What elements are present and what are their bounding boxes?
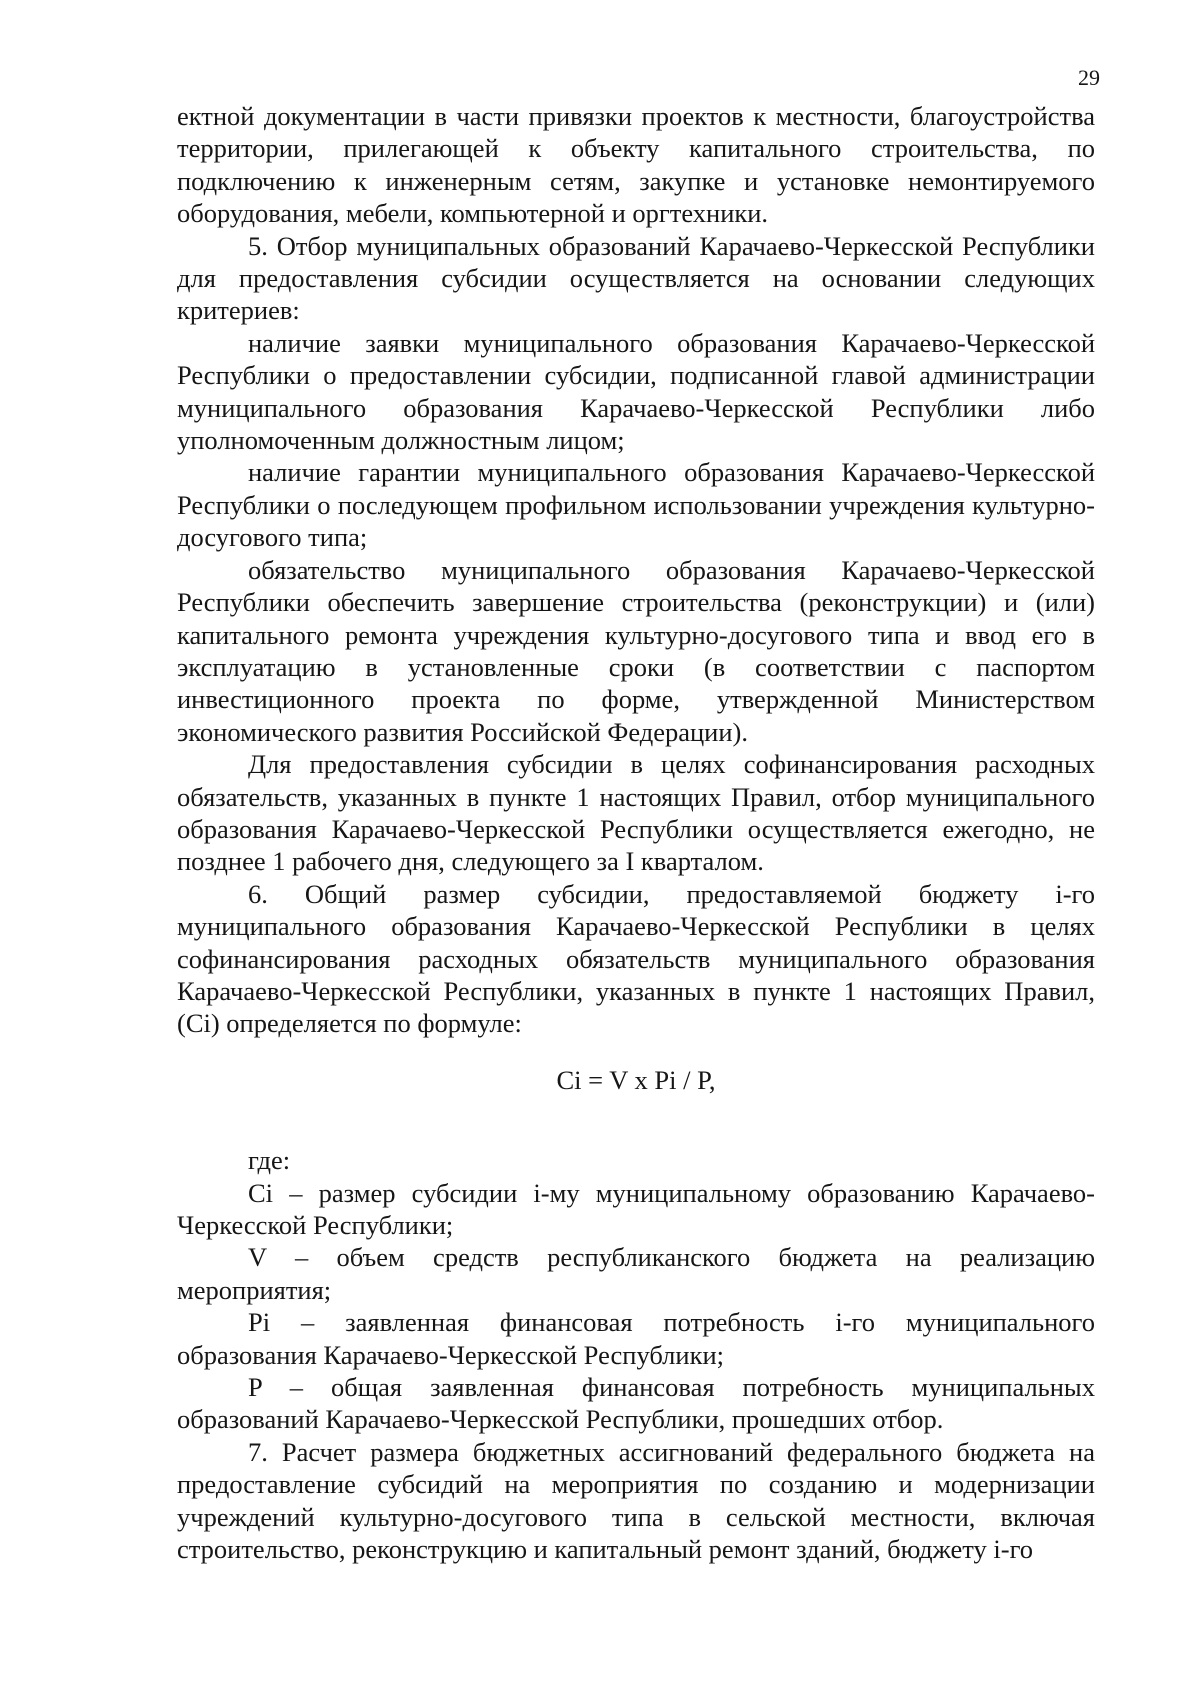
document-body <box>177 100 1095 1565</box>
paragraph-item-5: 5. Отбор муниципальных образований Карачаево-Черкесской Республики для предоставления субсидии осуществляется на основании следующих критериев: <box>177 230 1095 326</box>
paragraph-criterion-guarantee: наличие гарантии муниципального образования Карачаево-Черкесской Республики о последующем профильном использовании учреждения культурно-досугового типа; <box>177 457 1095 553</box>
paragraph-selection-timing: Для предоставления субсидии в целях софинансирования расходных обязательств, указанных в пункте 1 настоящих Правил, отбор муниципального образования Карачаево-Черкесской Республики осуществляется ежегодно, не позднее 1 рабочего дня, следующего за I кварталом. <box>177 749 1095 877</box>
definition-p: P – общая заявленная финансовая потребность муниципальных образований Карачаево-Черкесской Республики, прошедших отбор. <box>177 1372 1095 1435</box>
paragraph-item-6: 6. Общий размер субсидии, предоставляемой бюджету i-го муниципального образования Карачаево-Черкесской Республики в целях софинансирования расходных обязательств муниципального образования Карачаево-Черкесской Республики, указанных в пункте 1 настоящих Правил, (Ci) определяется по формуле: <box>177 878 1095 1039</box>
paragraph-item-7: 7. Расчет размера бюджетных ассигнований федерального бюджета на предоставление субсидий на мероприятия по созданию и модернизации учреждений культурно-досугового типа в сельской местности, включая строительство, реконструкцию и капитальный ремонт зданий, бюджету i-го <box>177 1436 1095 1565</box>
paragraph-criterion-application: наличие заявки муниципального образования Карачаево-Черкесской Республики о предоставлении субсидии, подписанной главой администрации муниципального образования Карачаево-Черкесской Республики либо уполномоченным должностным лицом; <box>177 327 1095 456</box>
definition-pi: Pi – заявленная финансовая потребность i-го муниципального образования Карачаево-Черкесской Республики; <box>177 1307 1095 1370</box>
subsidy-formula: Ci = V x Pi / P, <box>556 1064 716 1095</box>
paragraph-continuation: ектной документации в части привязки проектов к местности, благоустройства территории, прилегающей к объекту капитального строительства, по подключению к инженерным сетям, закупке и установке немонтируемого оборудования, мебели, компьютерной и оргтехники. <box>177 101 1095 229</box>
paragraph-criterion-obligation: обязательство муниципального образования Карачаево-Черкесской Республики обеспечить завершение строительства (реконструкции) и (или) капитального ремонта учреждения культурно-досугового типа и ввод его в эксплуатацию в установленные сроки (в соответствии с паспортом инвестиционного проекта по форме, утвержденной Министерством экономического развития Российской Федерации). <box>177 554 1095 747</box>
definitions-intro: где: <box>248 1145 291 1176</box>
definition-v: V – объем средств республиканского бюджета на реализацию мероприятия; <box>177 1242 1095 1305</box>
page-number: 29 <box>1078 65 1100 90</box>
definition-ci: Ci – размер субсидии i-му муниципальному образованию Карачаево-Черкесской Республики; <box>177 1177 1095 1240</box>
